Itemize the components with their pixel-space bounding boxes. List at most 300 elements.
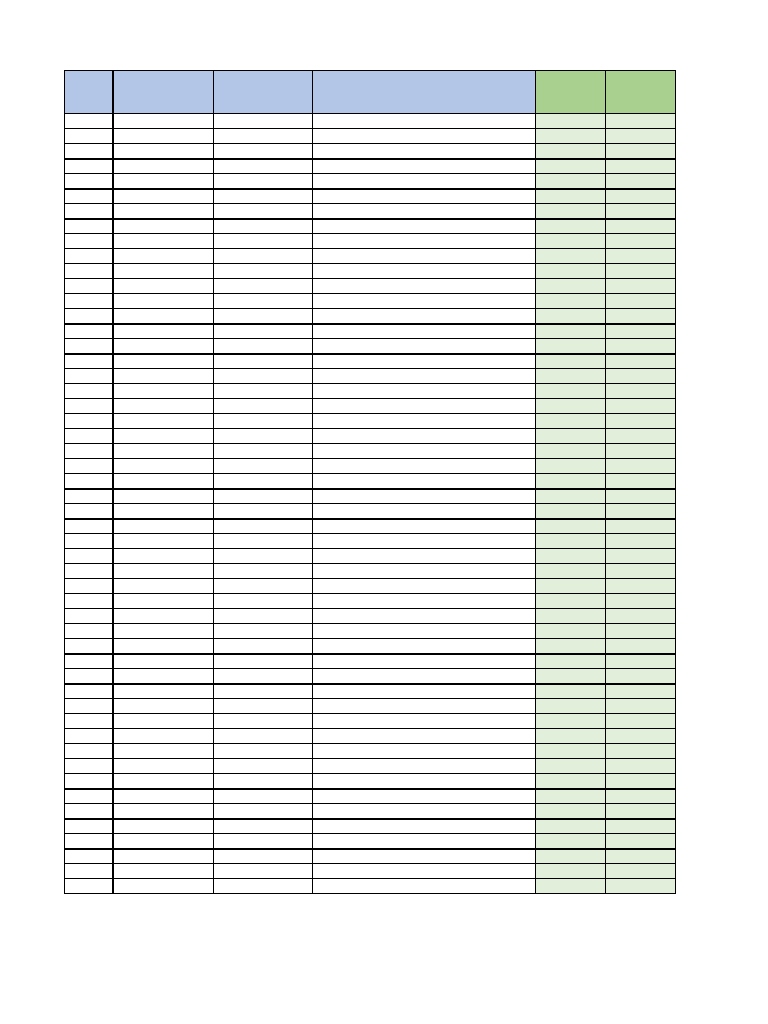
cell-f[interactable] xyxy=(606,294,676,309)
cell-d[interactable] xyxy=(313,474,536,489)
cell-e[interactable] xyxy=(536,219,606,234)
cell-b[interactable] xyxy=(113,624,214,639)
cell-c[interactable] xyxy=(214,594,313,609)
cell-c[interactable] xyxy=(214,399,313,414)
cell-e[interactable] xyxy=(536,429,606,444)
cell-c[interactable] xyxy=(214,279,313,294)
cell-c[interactable] xyxy=(214,849,313,864)
cell-c[interactable] xyxy=(214,324,313,339)
cell-e[interactable] xyxy=(536,174,606,189)
cell-c[interactable] xyxy=(214,294,313,309)
cell-d[interactable] xyxy=(313,429,536,444)
cell-a[interactable] xyxy=(65,519,113,534)
cell-a[interactable] xyxy=(65,759,113,774)
cell-f[interactable] xyxy=(606,504,676,519)
cell-e[interactable] xyxy=(536,459,606,474)
header-cell-e[interactable] xyxy=(536,71,606,114)
cell-c[interactable] xyxy=(214,204,313,219)
cell-f[interactable] xyxy=(606,819,676,834)
cell-d[interactable] xyxy=(313,129,536,144)
cell-b[interactable] xyxy=(113,189,214,204)
cell-b[interactable] xyxy=(113,504,214,519)
cell-b[interactable] xyxy=(113,729,214,744)
cell-a[interactable] xyxy=(65,834,113,849)
cell-a[interactable] xyxy=(65,129,113,144)
cell-d[interactable] xyxy=(313,789,536,804)
cell-b[interactable] xyxy=(113,279,214,294)
cell-b[interactable] xyxy=(113,879,214,894)
cell-c[interactable] xyxy=(214,339,313,354)
cell-b[interactable] xyxy=(113,489,214,504)
cell-d[interactable] xyxy=(313,354,536,369)
cell-b[interactable] xyxy=(113,414,214,429)
cell-c[interactable] xyxy=(214,639,313,654)
cell-a[interactable] xyxy=(65,249,113,264)
cell-f[interactable] xyxy=(606,879,676,894)
cell-a[interactable] xyxy=(65,684,113,699)
cell-f[interactable] xyxy=(606,654,676,669)
cell-d[interactable] xyxy=(313,564,536,579)
cell-f[interactable] xyxy=(606,474,676,489)
cell-b[interactable] xyxy=(113,774,214,789)
cell-c[interactable] xyxy=(214,429,313,444)
header-cell-f[interactable] xyxy=(606,71,676,114)
cell-b[interactable] xyxy=(113,444,214,459)
cell-d[interactable] xyxy=(313,414,536,429)
cell-f[interactable] xyxy=(606,339,676,354)
cell-c[interactable] xyxy=(214,684,313,699)
cell-b[interactable] xyxy=(113,834,214,849)
cell-f[interactable] xyxy=(606,174,676,189)
cell-d[interactable] xyxy=(313,879,536,894)
cell-f[interactable] xyxy=(606,384,676,399)
cell-f[interactable] xyxy=(606,639,676,654)
header-cell-d[interactable] xyxy=(313,71,536,114)
cell-b[interactable] xyxy=(113,549,214,564)
header-cell-c[interactable] xyxy=(214,71,313,114)
cell-e[interactable] xyxy=(536,594,606,609)
cell-a[interactable] xyxy=(65,609,113,624)
cell-c[interactable] xyxy=(214,714,313,729)
cell-b[interactable] xyxy=(113,219,214,234)
cell-a[interactable] xyxy=(65,459,113,474)
cell-a[interactable] xyxy=(65,654,113,669)
cell-c[interactable] xyxy=(214,609,313,624)
cell-d[interactable] xyxy=(313,699,536,714)
cell-b[interactable] xyxy=(113,639,214,654)
cell-a[interactable] xyxy=(65,774,113,789)
cell-a[interactable] xyxy=(65,849,113,864)
cell-f[interactable] xyxy=(606,444,676,459)
cell-a[interactable] xyxy=(65,804,113,819)
cell-e[interactable] xyxy=(536,804,606,819)
cell-c[interactable] xyxy=(214,219,313,234)
cell-d[interactable] xyxy=(313,294,536,309)
cell-e[interactable] xyxy=(536,444,606,459)
cell-f[interactable] xyxy=(606,579,676,594)
cell-d[interactable] xyxy=(313,174,536,189)
cell-a[interactable] xyxy=(65,294,113,309)
cell-b[interactable] xyxy=(113,159,214,174)
cell-d[interactable] xyxy=(313,864,536,879)
cell-a[interactable] xyxy=(65,864,113,879)
cell-d[interactable] xyxy=(313,219,536,234)
cell-f[interactable] xyxy=(606,429,676,444)
cell-e[interactable] xyxy=(536,684,606,699)
cell-e[interactable] xyxy=(536,279,606,294)
cell-a[interactable] xyxy=(65,579,113,594)
cell-a[interactable] xyxy=(65,714,113,729)
cell-d[interactable] xyxy=(313,114,536,129)
cell-f[interactable] xyxy=(606,684,676,699)
cell-c[interactable] xyxy=(214,114,313,129)
cell-a[interactable] xyxy=(65,234,113,249)
cell-f[interactable] xyxy=(606,849,676,864)
cell-e[interactable] xyxy=(536,609,606,624)
cell-e[interactable] xyxy=(536,414,606,429)
cell-c[interactable] xyxy=(214,384,313,399)
cell-a[interactable] xyxy=(65,504,113,519)
cell-e[interactable] xyxy=(536,129,606,144)
cell-f[interactable] xyxy=(606,564,676,579)
cell-e[interactable] xyxy=(536,564,606,579)
cell-d[interactable] xyxy=(313,744,536,759)
cell-d[interactable] xyxy=(313,549,536,564)
cell-b[interactable] xyxy=(113,294,214,309)
cell-f[interactable] xyxy=(606,309,676,324)
cell-a[interactable] xyxy=(65,414,113,429)
cell-d[interactable] xyxy=(313,309,536,324)
cell-a[interactable] xyxy=(65,639,113,654)
cell-b[interactable] xyxy=(113,369,214,384)
cell-a[interactable] xyxy=(65,219,113,234)
cell-e[interactable] xyxy=(536,624,606,639)
cell-e[interactable] xyxy=(536,384,606,399)
cell-e[interactable] xyxy=(536,774,606,789)
cell-d[interactable] xyxy=(313,159,536,174)
cell-f[interactable] xyxy=(606,759,676,774)
cell-b[interactable] xyxy=(113,864,214,879)
cell-d[interactable] xyxy=(313,834,536,849)
cell-d[interactable] xyxy=(313,489,536,504)
cell-b[interactable] xyxy=(113,579,214,594)
cell-c[interactable] xyxy=(214,864,313,879)
cell-c[interactable] xyxy=(214,789,313,804)
cell-c[interactable] xyxy=(214,669,313,684)
cell-a[interactable] xyxy=(65,594,113,609)
cell-f[interactable] xyxy=(606,774,676,789)
cell-f[interactable] xyxy=(606,609,676,624)
cell-f[interactable] xyxy=(606,624,676,639)
cell-c[interactable] xyxy=(214,654,313,669)
cell-b[interactable] xyxy=(113,234,214,249)
cell-e[interactable] xyxy=(536,759,606,774)
cell-d[interactable] xyxy=(313,534,536,549)
cell-a[interactable] xyxy=(65,744,113,759)
cell-a[interactable] xyxy=(65,444,113,459)
cell-d[interactable] xyxy=(313,189,536,204)
cell-e[interactable] xyxy=(536,534,606,549)
cell-b[interactable] xyxy=(113,804,214,819)
cell-d[interactable] xyxy=(313,654,536,669)
cell-f[interactable] xyxy=(606,234,676,249)
cell-d[interactable] xyxy=(313,609,536,624)
cell-b[interactable] xyxy=(113,684,214,699)
cell-e[interactable] xyxy=(536,189,606,204)
cell-d[interactable] xyxy=(313,819,536,834)
cell-d[interactable] xyxy=(313,774,536,789)
cell-c[interactable] xyxy=(214,444,313,459)
header-cell-a[interactable] xyxy=(65,71,113,114)
cell-c[interactable] xyxy=(214,819,313,834)
cell-c[interactable] xyxy=(214,489,313,504)
cell-d[interactable] xyxy=(313,504,536,519)
cell-b[interactable] xyxy=(113,534,214,549)
cell-b[interactable] xyxy=(113,474,214,489)
cell-a[interactable] xyxy=(65,174,113,189)
cell-e[interactable] xyxy=(536,264,606,279)
cell-a[interactable] xyxy=(65,699,113,714)
cell-b[interactable] xyxy=(113,249,214,264)
cell-f[interactable] xyxy=(606,204,676,219)
cell-c[interactable] xyxy=(214,804,313,819)
cell-b[interactable] xyxy=(113,759,214,774)
cell-c[interactable] xyxy=(214,729,313,744)
cell-d[interactable] xyxy=(313,234,536,249)
cell-c[interactable] xyxy=(214,234,313,249)
header-cell-b[interactable] xyxy=(113,71,214,114)
cell-d[interactable] xyxy=(313,444,536,459)
cell-e[interactable] xyxy=(536,849,606,864)
cell-d[interactable] xyxy=(313,459,536,474)
cell-b[interactable] xyxy=(113,819,214,834)
cell-b[interactable] xyxy=(113,339,214,354)
cell-f[interactable] xyxy=(606,534,676,549)
cell-b[interactable] xyxy=(113,399,214,414)
cell-a[interactable] xyxy=(65,474,113,489)
cell-c[interactable] xyxy=(214,549,313,564)
cell-b[interactable] xyxy=(113,519,214,534)
cell-f[interactable] xyxy=(606,354,676,369)
cell-a[interactable] xyxy=(65,819,113,834)
cell-e[interactable] xyxy=(536,354,606,369)
cell-d[interactable] xyxy=(313,579,536,594)
cell-e[interactable] xyxy=(536,249,606,264)
cell-b[interactable] xyxy=(113,354,214,369)
cell-c[interactable] xyxy=(214,564,313,579)
cell-d[interactable] xyxy=(313,669,536,684)
cell-c[interactable] xyxy=(214,474,313,489)
cell-c[interactable] xyxy=(214,579,313,594)
cell-f[interactable] xyxy=(606,459,676,474)
cell-a[interactable] xyxy=(65,429,113,444)
cell-c[interactable] xyxy=(214,414,313,429)
cell-e[interactable] xyxy=(536,714,606,729)
cell-c[interactable] xyxy=(214,354,313,369)
cell-f[interactable] xyxy=(606,834,676,849)
cell-e[interactable] xyxy=(536,489,606,504)
cell-a[interactable] xyxy=(65,144,113,159)
cell-e[interactable] xyxy=(536,399,606,414)
cell-d[interactable] xyxy=(313,684,536,699)
cell-e[interactable] xyxy=(536,504,606,519)
cell-e[interactable] xyxy=(536,159,606,174)
cell-e[interactable] xyxy=(536,729,606,744)
cell-e[interactable] xyxy=(536,699,606,714)
cell-a[interactable] xyxy=(65,549,113,564)
cell-f[interactable] xyxy=(606,489,676,504)
cell-d[interactable] xyxy=(313,384,536,399)
cell-e[interactable] xyxy=(536,114,606,129)
cell-e[interactable] xyxy=(536,549,606,564)
cell-c[interactable] xyxy=(214,189,313,204)
cell-f[interactable] xyxy=(606,864,676,879)
cell-e[interactable] xyxy=(536,579,606,594)
cell-e[interactable] xyxy=(536,639,606,654)
cell-c[interactable] xyxy=(214,519,313,534)
cell-e[interactable] xyxy=(536,879,606,894)
cell-d[interactable] xyxy=(313,249,536,264)
cell-d[interactable] xyxy=(313,804,536,819)
cell-f[interactable] xyxy=(606,264,676,279)
cell-a[interactable] xyxy=(65,879,113,894)
cell-c[interactable] xyxy=(214,504,313,519)
cell-e[interactable] xyxy=(536,234,606,249)
cell-a[interactable] xyxy=(65,729,113,744)
cell-f[interactable] xyxy=(606,729,676,744)
cell-b[interactable] xyxy=(113,324,214,339)
cell-a[interactable] xyxy=(65,624,113,639)
cell-b[interactable] xyxy=(113,669,214,684)
cell-d[interactable] xyxy=(313,339,536,354)
cell-c[interactable] xyxy=(214,774,313,789)
cell-a[interactable] xyxy=(65,264,113,279)
cell-b[interactable] xyxy=(113,429,214,444)
cell-b[interactable] xyxy=(113,654,214,669)
cell-b[interactable] xyxy=(113,714,214,729)
cell-b[interactable] xyxy=(113,744,214,759)
cell-f[interactable] xyxy=(606,789,676,804)
cell-f[interactable] xyxy=(606,159,676,174)
cell-b[interactable] xyxy=(113,144,214,159)
cell-e[interactable] xyxy=(536,204,606,219)
cell-c[interactable] xyxy=(214,144,313,159)
cell-b[interactable] xyxy=(113,849,214,864)
cell-a[interactable] xyxy=(65,489,113,504)
cell-f[interactable] xyxy=(606,594,676,609)
cell-e[interactable] xyxy=(536,834,606,849)
cell-e[interactable] xyxy=(536,519,606,534)
cell-c[interactable] xyxy=(214,459,313,474)
cell-a[interactable] xyxy=(65,204,113,219)
cell-d[interactable] xyxy=(313,714,536,729)
cell-d[interactable] xyxy=(313,729,536,744)
cell-a[interactable] xyxy=(65,669,113,684)
cell-b[interactable] xyxy=(113,384,214,399)
cell-f[interactable] xyxy=(606,744,676,759)
cell-e[interactable] xyxy=(536,309,606,324)
cell-f[interactable] xyxy=(606,144,676,159)
cell-b[interactable] xyxy=(113,789,214,804)
cell-c[interactable] xyxy=(214,624,313,639)
cell-b[interactable] xyxy=(113,264,214,279)
cell-b[interactable] xyxy=(113,309,214,324)
cell-c[interactable] xyxy=(214,369,313,384)
cell-f[interactable] xyxy=(606,414,676,429)
cell-a[interactable] xyxy=(65,384,113,399)
cell-b[interactable] xyxy=(113,609,214,624)
cell-f[interactable] xyxy=(606,804,676,819)
cell-f[interactable] xyxy=(606,189,676,204)
cell-f[interactable] xyxy=(606,219,676,234)
cell-e[interactable] xyxy=(536,819,606,834)
cell-c[interactable] xyxy=(214,264,313,279)
cell-c[interactable] xyxy=(214,249,313,264)
cell-f[interactable] xyxy=(606,369,676,384)
cell-b[interactable] xyxy=(113,594,214,609)
cell-b[interactable] xyxy=(113,204,214,219)
cell-c[interactable] xyxy=(214,534,313,549)
cell-e[interactable] xyxy=(536,789,606,804)
cell-c[interactable] xyxy=(214,879,313,894)
cell-d[interactable] xyxy=(313,264,536,279)
cell-a[interactable] xyxy=(65,324,113,339)
cell-c[interactable] xyxy=(214,129,313,144)
cell-a[interactable] xyxy=(65,564,113,579)
cell-e[interactable] xyxy=(536,369,606,384)
cell-d[interactable] xyxy=(313,519,536,534)
cell-c[interactable] xyxy=(214,699,313,714)
cell-a[interactable] xyxy=(65,369,113,384)
cell-a[interactable] xyxy=(65,189,113,204)
cell-c[interactable] xyxy=(214,159,313,174)
cell-e[interactable] xyxy=(536,339,606,354)
cell-e[interactable] xyxy=(536,864,606,879)
cell-c[interactable] xyxy=(214,759,313,774)
cell-a[interactable] xyxy=(65,309,113,324)
cell-b[interactable] xyxy=(113,129,214,144)
cell-d[interactable] xyxy=(313,639,536,654)
cell-e[interactable] xyxy=(536,294,606,309)
cell-f[interactable] xyxy=(606,714,676,729)
cell-d[interactable] xyxy=(313,759,536,774)
cell-e[interactable] xyxy=(536,144,606,159)
cell-a[interactable] xyxy=(65,354,113,369)
cell-f[interactable] xyxy=(606,519,676,534)
cell-c[interactable] xyxy=(214,309,313,324)
cell-b[interactable] xyxy=(113,564,214,579)
cell-b[interactable] xyxy=(113,459,214,474)
cell-f[interactable] xyxy=(606,699,676,714)
cell-e[interactable] xyxy=(536,669,606,684)
cell-f[interactable] xyxy=(606,279,676,294)
cell-a[interactable] xyxy=(65,279,113,294)
cell-d[interactable] xyxy=(313,204,536,219)
cell-e[interactable] xyxy=(536,474,606,489)
cell-a[interactable] xyxy=(65,399,113,414)
cell-e[interactable] xyxy=(536,744,606,759)
cell-b[interactable] xyxy=(113,114,214,129)
cell-d[interactable] xyxy=(313,849,536,864)
cell-b[interactable] xyxy=(113,699,214,714)
cell-f[interactable] xyxy=(606,549,676,564)
cell-d[interactable] xyxy=(313,624,536,639)
cell-d[interactable] xyxy=(313,594,536,609)
cell-d[interactable] xyxy=(313,144,536,159)
cell-d[interactable] xyxy=(313,369,536,384)
cell-a[interactable] xyxy=(65,159,113,174)
cell-b[interactable] xyxy=(113,174,214,189)
